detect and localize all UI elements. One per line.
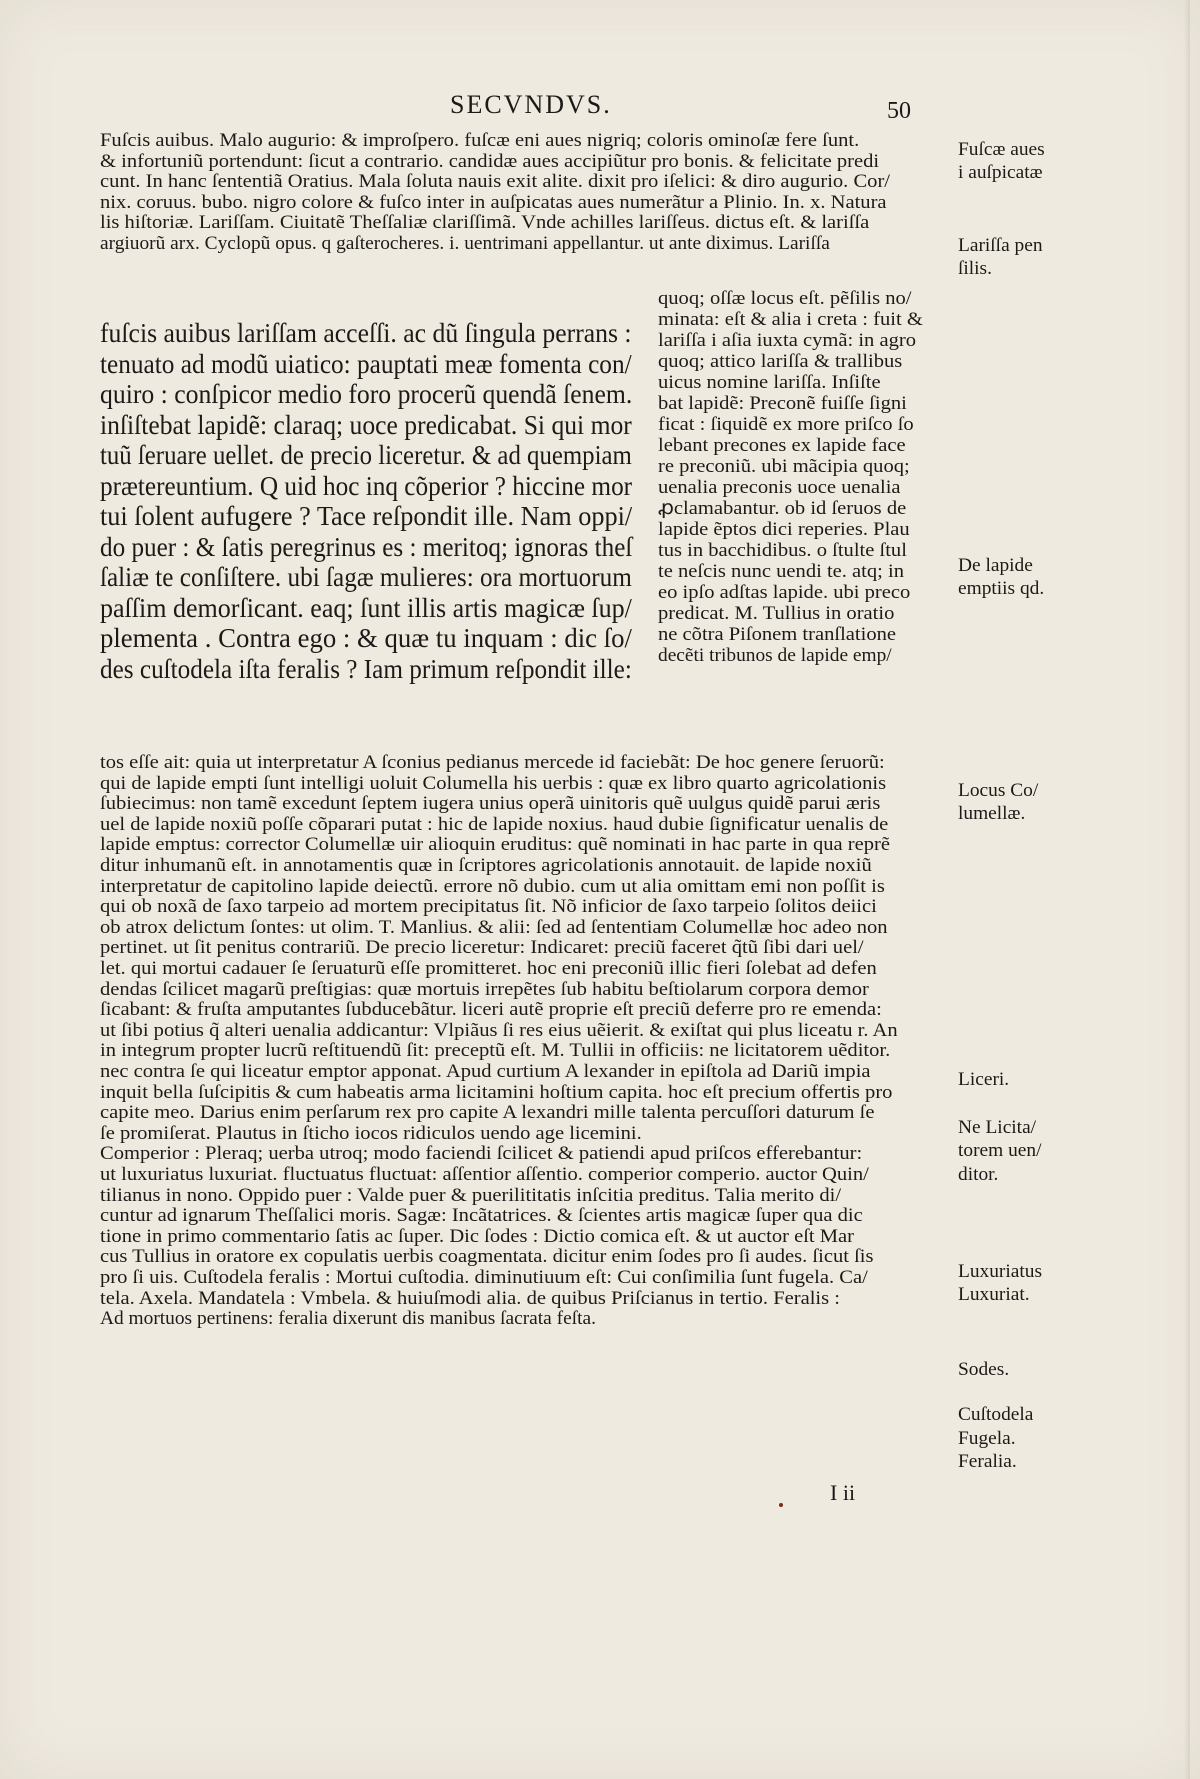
margin-note: ſilis.: [958, 258, 992, 279]
commentary-line: inquit bella ſuſcipitis & cum habeatis arma licitamini hoſtium capita. hoc eſt precium offertis pro: [100, 1081, 893, 1103]
commentary-line: capite meo. Darius enim perſarum rex pro capite A lexandri mille talenta percuſſori daturum ſe: [100, 1102, 875, 1124]
margin-note: emptiis qd.: [958, 578, 1045, 599]
margin-note: Liceri.: [958, 1069, 1010, 1090]
commentary-line: tela. Axela. Mandatela : Vmbela. & huiuſmodi alia. de quibus Priſcianus in tertio. Feralis :: [100, 1287, 840, 1309]
commentary-line: ſubiecimus: non tamẽ excedunt ſeptem iugera unius operã uinitoris quẽ uulgus quidẽ parui æris: [100, 793, 881, 815]
gloss-line: quoq; attico lariſſa & trallibus: [658, 351, 903, 372]
margin-note: Lariſſa pen: [958, 235, 1043, 256]
commentary-line: nix. coruus. bubo. nigro colore & fuſco inter in auſpicatas aues numerãtur a Plinio. In. x. Natura: [100, 191, 887, 213]
commentary-line: lis hiſtoriæ. Lariſſam. Ciuitatẽ Theſſaliæ clariſſimã. Vnde achilles lariſſeus. dictus eſt. & lariſſa: [100, 212, 870, 234]
commentary-line: & infortuniũ portendunt: ſicut a contrario. candidæ aues accipiũtur pro bonis. & felicitate predi: [100, 150, 880, 172]
commentary-line: ſicabant: & fruſta amputantes ſubducebãtur. liceri autẽ proprie eſt preciũ deferre pro re emenda:: [100, 999, 882, 1021]
commentary-line: pertinet. ut ſit penitus contrariũ. De precio liceretur: Indicaret: preciũ faceret q̃tũ ſibi dari uel/: [100, 937, 864, 959]
gloss-line: predicat. M. Tullius in oratio: [658, 603, 895, 624]
gloss-line: quoq; oſſæ locus eſt. pẽſilis no/: [658, 288, 912, 309]
margin-note: Feralia.: [958, 1451, 1017, 1472]
gloss-line: bat lapidẽ: Preconẽ fuiſſe ſigni: [658, 393, 907, 414]
main-text-line: plementa . Contra ego : & quæ tu inquam : dic ſo/: [100, 623, 632, 653]
margin-note: Luxuriatus: [958, 1261, 1043, 1282]
gloss-line: lebant precones ex lapide face: [658, 435, 906, 456]
margin-note: Locus Co/: [958, 780, 1039, 801]
commentary-line: ob atrox delictum ſontes: ut olim. T. Manlius. & alii: ſed ad ſententiam Columellæ hoc adeo non: [100, 916, 888, 938]
commentary-line: ut luxuriatus luxuriat. fluctuatus fluctuat: aſſentior aſſentio. comperior comperio. auctor Quin/: [100, 1164, 869, 1185]
commentary-line: ut ſibi potius q̃ alteri uenalia addicantur: Vlpiãus ſi res eius uẽierit. & exiſtat qui plus liceatu r. An: [100, 1019, 898, 1041]
commentary-line: dendas ſcilicet magarũ preſtigias: quæ mortuis irrepẽtes ſub habitu beſtiolarum corpora demor: [100, 978, 869, 1000]
commentary-line: Comperior : Pleraq; uerba utroq; modo faciendi ſcilicet & patiendi apud priſcos efferebantur:: [100, 1143, 863, 1165]
commentary-line: let. qui mortui cadauer ſe ſeruaturũ eſſe promitteret. hoc eni preconiũ illic fieri ſolebat ad defen: [100, 958, 877, 979]
commentary-line: qui ob noxã de ſaxo tarpeio ad mortem precipitatus ſit. Nõ inficior de ſaxo tarpeio ſolitos deiici: [100, 896, 877, 918]
margin-note: Fuſcæ aues: [958, 139, 1045, 160]
commentary-line: interpretatur de capitolino lapide deiectũ. errore nõ dubio. cum ut alia omittam emi non poſſit is: [100, 875, 885, 897]
main-text-line: inſiſtebat lapidẽ: claraq; uoce predicabat. Si qui mor: [100, 409, 632, 440]
gloss-line: re preconiũ. ubi mãcipia quoq;: [658, 456, 910, 477]
commentary-line: argiuorũ arx. Cyclopũ opus. q gaſterocheres. i. uentrimani appellantur. ut ante diximus. Lariſſa: [100, 233, 830, 254]
main-text-line: des cuſtodela iſta feralis ? Iam primum reſpondit ille:: [100, 653, 632, 684]
margin-note: ditor.: [958, 1164, 999, 1185]
commentary-line: pro ſi uis. Cuſtodela feralis : Mortui cuſtodia. diminutiuum eſt: Cui conſimilia ſunt fugela. Ca/: [100, 1267, 868, 1288]
main-text-line: ſaliæ te conſiſtere. ubi ſagæ mulieres: ora mortuorum: [100, 562, 632, 592]
running-head: SECVNDVS.: [450, 90, 612, 119]
commentary-line: tione in primo commentario ſatis ac ſuper. Dic ſodes : Dictio comica eſt. & ut auctor eſt Mar: [100, 1225, 855, 1247]
gloss-line: minata: eſt & alia i creta : fuit &: [658, 309, 923, 330]
commentary-line: lapide emptus: corrector Columellæ uir alioquin eruditus: quẽ nominati in hac parte in qua reprẽ: [100, 834, 890, 856]
margin-note: Luxuriat.: [958, 1284, 1030, 1305]
commentary-line: ſe promiſerat. Plautus in ſticho iocos ridiculos uendo age licemini.: [100, 1122, 642, 1144]
ink-dot: [779, 1503, 783, 1507]
margin-note: torem uen/: [958, 1140, 1042, 1161]
main-text-line: paſſim demorſicant. eaq; ſunt illis artis magicæ ſup/: [100, 592, 632, 623]
main-text-line: do puer : & ſatis peregrinus es : meritoq; ignoras theſ: [100, 531, 633, 562]
margin-note: Ne Licita/: [958, 1117, 1037, 1138]
gloss-line: uicus nomine lariſſa. Inſiſte: [658, 372, 881, 393]
commentary-line: cus Tullius in oratore ex copulatis uerbis coagmentata. dicitur enim ſodes pro ſi audes. ſicut ſis: [100, 1246, 874, 1268]
main-text-line: quiro : conſpicor medio foro procerũ quendã ſenem.: [100, 379, 633, 409]
commentary-line: tos eſſe ait: quia ut interpretatur A ſconius pedianus mercede id faciebãt: De hoc genere ſeruorũ:: [100, 752, 885, 773]
gloss-line: tus in bacchidibus. o ſtulte ſtul: [658, 540, 907, 561]
gloss-line: lapide ẽptos dici reperies. Plau: [658, 519, 910, 540]
gloss-line: decẽti tribunos de lapide emp/: [658, 645, 892, 666]
commentary-line: tilianus in nono. Oppido puer : Valde puer & puerilititatis inſcitia preditus. Talia merito di/: [100, 1184, 842, 1206]
commentary-line: qui de lapide empti ſunt intelligi uoluit Columella his uerbis : quæ ex libro quarto agricolationis: [100, 772, 887, 794]
gloss-line: lariſſa i aſia iuxta cymã: in agro: [658, 330, 916, 351]
gloss-line: ficat : ſiquidẽ ex more priſco ſo: [658, 414, 914, 435]
margin-note: Fugela.: [958, 1428, 1016, 1449]
margin-note: De lapide: [958, 555, 1033, 576]
commentary-line: ditur inhumanũ eſt. in annotamentis quæ in ſcriptores agricolationis annotauit. de lapide noxiũ: [100, 855, 872, 876]
commentary-line: Fuſcis auibus. Malo augurio: & improſpero. fuſcæ eni aues nigriq; coloris ominoſæ fere ſunt.: [100, 130, 860, 151]
page-edge-shadow: [1184, 0, 1190, 1779]
gloss-line: ne cõtra Piſonem tranſlatione: [658, 624, 897, 645]
main-text-line: prætereuntium. Q uid hoc inq cõperior ? hiccine mor: [100, 470, 633, 501]
gloss-line: eo ipſo adſtas lapide. ubi preco: [658, 582, 911, 603]
main-text-line: tenuato ad modũ uiatico: pauptati meæ fomenta con/: [100, 348, 632, 379]
gloss-line: ꝓclamabantur. ob id ſeruos de: [658, 498, 907, 519]
commentary-line: in integrum propter lucrũ reſtituendũ ſit: preceptũ eſt. M. Tullii in officiis: ne licitatorem uẽditor.: [100, 1040, 891, 1062]
margin-note: Cuſtodela: [958, 1404, 1034, 1425]
page-number: 50: [887, 98, 911, 124]
signature-mark: I ii: [830, 1480, 856, 1505]
commentary-line: uel de lapide noxiũ poſſe cõparari putat : hic de lapide noxius. haud dubie ſignificatur uenalis de: [100, 813, 889, 835]
margin-note: lumellæ.: [958, 803, 1026, 824]
main-text-line: tui ſolent aufugere ? Tace reſpondit ille. Nam oppi/: [100, 501, 633, 531]
commentary-line: cunt. In hanc ſententiã Oratius. Mala ſoluta nauis exit alite. dixit pro iſelici: & diro augurio. Cor/: [100, 171, 890, 193]
gloss-line: uenalia preconis uoce uenalia: [658, 477, 901, 498]
commentary-line: Ad mortuos pertinens: feralia dixerunt dis manibus ſacrata feſta.: [100, 1308, 596, 1330]
gloss-line: te neſcis nunc uendi te. atq; in: [658, 561, 905, 582]
margin-note: Sodes.: [958, 1359, 1010, 1380]
main-text-line: tuũ ſeruare uellet. de precio liceretur. & ad quempiam: [100, 440, 632, 470]
margin-note: i auſpicatæ: [958, 162, 1043, 183]
commentary-line: cuntur ad ignarum Theſſalici moris. Sagæ: Incãtatrices. & ſcientes artis magicæ ſuper qua dic: [100, 1205, 863, 1227]
main-text-line: fuſcis auibus lariſſam acceſſi. ac dũ ſingula perrans :: [100, 318, 632, 348]
commentary-line: nec contra ſe qui liceatur emptor apponat. Apud curtium A lexander in epiſtola ad Dariũ impia: [100, 1061, 871, 1082]
